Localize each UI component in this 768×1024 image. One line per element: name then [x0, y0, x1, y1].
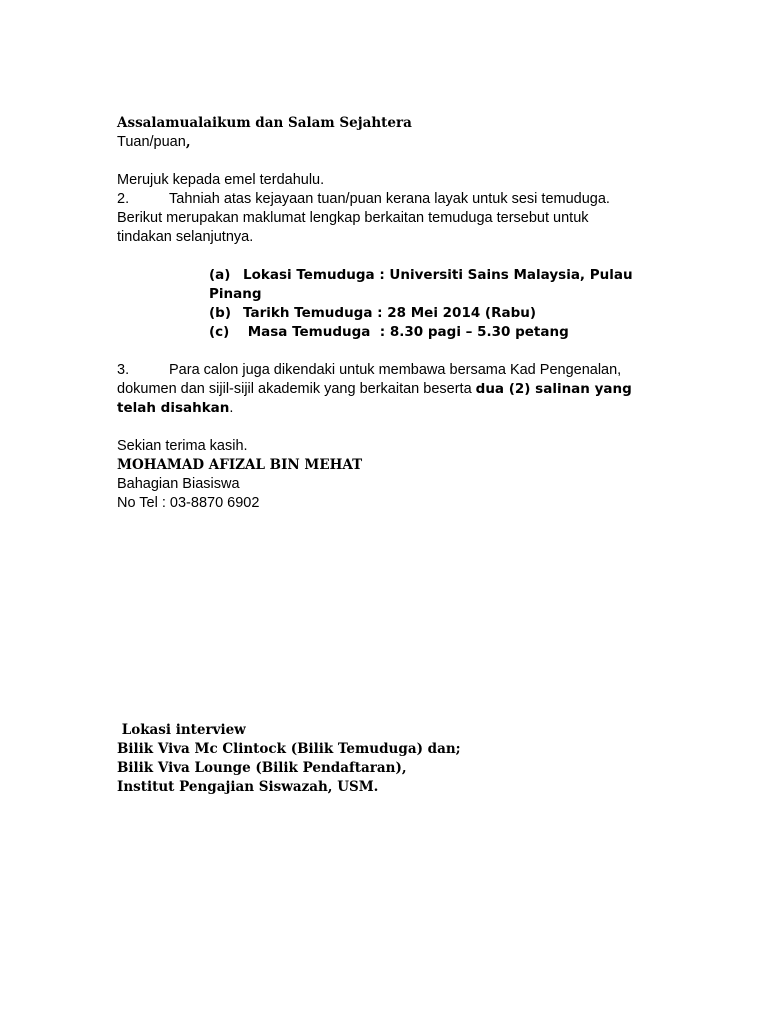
para3-text-1: Para calon juga dikendaki untuk membawa bersama Kad Pengenalan, — [169, 362, 622, 378]
para3-line2 — [117, 380, 632, 399]
signatory-name: MOHAMAD AFIZAL BIN MEHAT — [117, 457, 363, 473]
item-b-label: (b) — [209, 305, 232, 321]
para3-end: . — [229, 400, 234, 416]
salutation-line — [117, 133, 191, 152]
item-a-continuation: Pinang — [209, 286, 262, 302]
para2-line1 — [117, 190, 610, 209]
item-a — [209, 266, 633, 285]
para3-number: 3. — [117, 362, 130, 378]
department: Bahagian Biasiswa — [117, 476, 240, 492]
item-c-text: Masa Temuduga : 8.30 pagi – 5.30 petang — [243, 324, 569, 340]
location-title: Lokasi interview — [117, 722, 246, 738]
para3-line1 — [117, 361, 621, 380]
para2-text-1: Tahniah atas kejayaan tuan/puan kerana layak untuk sesi temuduga. — [169, 191, 610, 207]
salutation-comma: , — [185, 134, 191, 150]
para2-number: 2. — [117, 191, 130, 207]
para3-bold-1: dua (2) salinan yang — [475, 381, 632, 397]
item-c — [209, 323, 569, 342]
location-line-2: Bilik Viva Lounge (Bilik Pendaftaran), — [117, 760, 407, 776]
salutation: Tuan/puan — [117, 134, 186, 150]
para3-line3 — [117, 399, 233, 418]
item-a-text: Lokasi Temuduga : Universiti Sains Malaysia, Pulau — [243, 267, 633, 283]
intro-text: Merujuk kepada emel terdahulu. — [117, 172, 325, 188]
location-line-1: Bilik Viva Mc Clintock (Bilik Temuduga) dan; — [117, 741, 461, 757]
item-b — [209, 304, 536, 323]
greeting: Assalamualaikum dan Salam Sejahtera — [117, 115, 412, 131]
item-a-label: (a) — [209, 267, 231, 283]
item-b-text: Tarikh Temuduga : 28 Mei 2014 (Rabu) — [243, 305, 537, 321]
phone-number: No Tel : 03-8870 6902 — [117, 495, 260, 511]
para3-text-2: dokumen dan sijil-sijil akademik yang berkaitan beserta — [117, 381, 476, 397]
closing: Sekian terima kasih. — [117, 438, 248, 454]
item-c-label: (c) — [209, 324, 230, 340]
para2-line3: tindakan selanjutnya. — [117, 229, 254, 245]
location-line-3: Institut Pengajian Siswazah, USM. — [117, 779, 379, 795]
para3-bold-2: telah disahkan — [117, 400, 230, 416]
para2-line2: Berikut merupakan maklumat lengkap berkaitan temuduga tersebut untuk — [117, 210, 589, 226]
